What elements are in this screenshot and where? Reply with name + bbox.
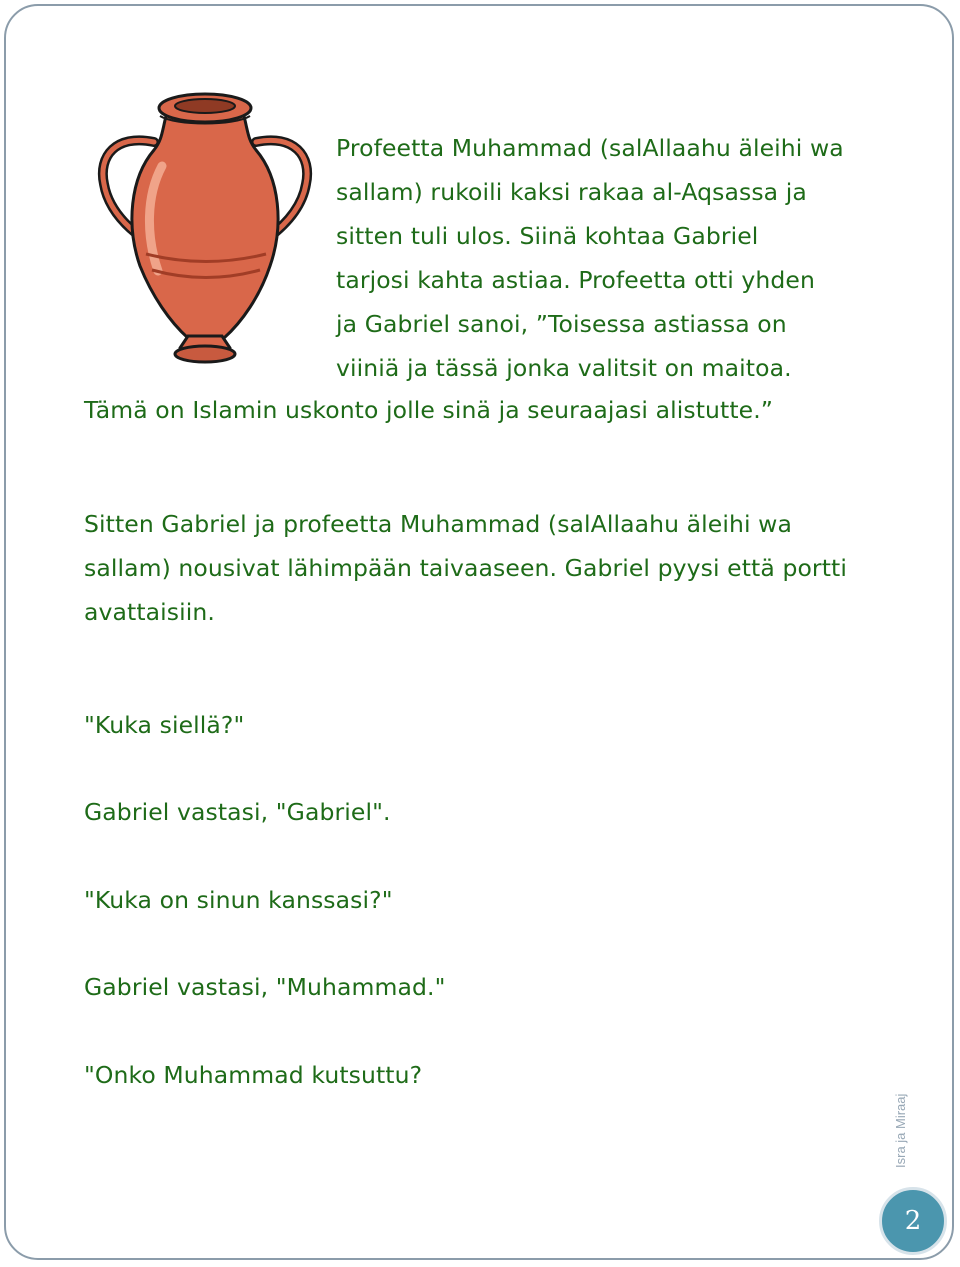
intro-line: sitten tuli ulos. Siinä kohtaa Gabriel [336, 222, 759, 250]
intro-line: tarjosi kahta astiaa. Profeetta otti yhden [336, 266, 815, 294]
ascension-paragraph [84, 502, 847, 634]
document-side-label: Isra ja Miraaj [893, 1093, 908, 1168]
paragraph-line: sallam) nousivat lähimpään taivaaseen. Gabriel pyysi että portti [84, 554, 847, 582]
intro-line: sallam) rukoili kaksi rakaa al-Aqsassa ja [336, 178, 807, 206]
dialogue-line: Gabriel vastasi, "Gabriel". [84, 798, 391, 826]
intro-line: ja Gabriel sanoi, ”Toisessa astiassa on [336, 310, 787, 338]
page-number: 2 [904, 1206, 922, 1236]
vase-illustration [96, 86, 316, 368]
intro-line: Profeetta Muhammad (salAllaahu äleihi wa [336, 134, 844, 162]
intro-line: viiniä ja tässä jonka valitsit on maitoa. [336, 354, 792, 382]
page-number-badge [879, 1187, 947, 1255]
intro-last-line: Tämä on Islamin uskonto jolle sinä ja seuraajasi alistutte.” [84, 396, 774, 424]
dialogue-line: Gabriel vastasi, "Muhammad." [84, 973, 446, 1001]
paragraph-line: Sitten Gabriel ja profeetta Muhammad (salAllaahu äleihi wa [84, 510, 792, 538]
dialogue-line: "Onko Muhammad kutsuttu? [84, 1061, 423, 1089]
intro-paragraph [336, 126, 844, 390]
dialogue-line: "Kuka siellä?" [84, 711, 245, 739]
paragraph-line: avattaisiin. [84, 598, 215, 626]
dialogue-line: "Kuka on sinun kanssasi?" [84, 886, 393, 914]
